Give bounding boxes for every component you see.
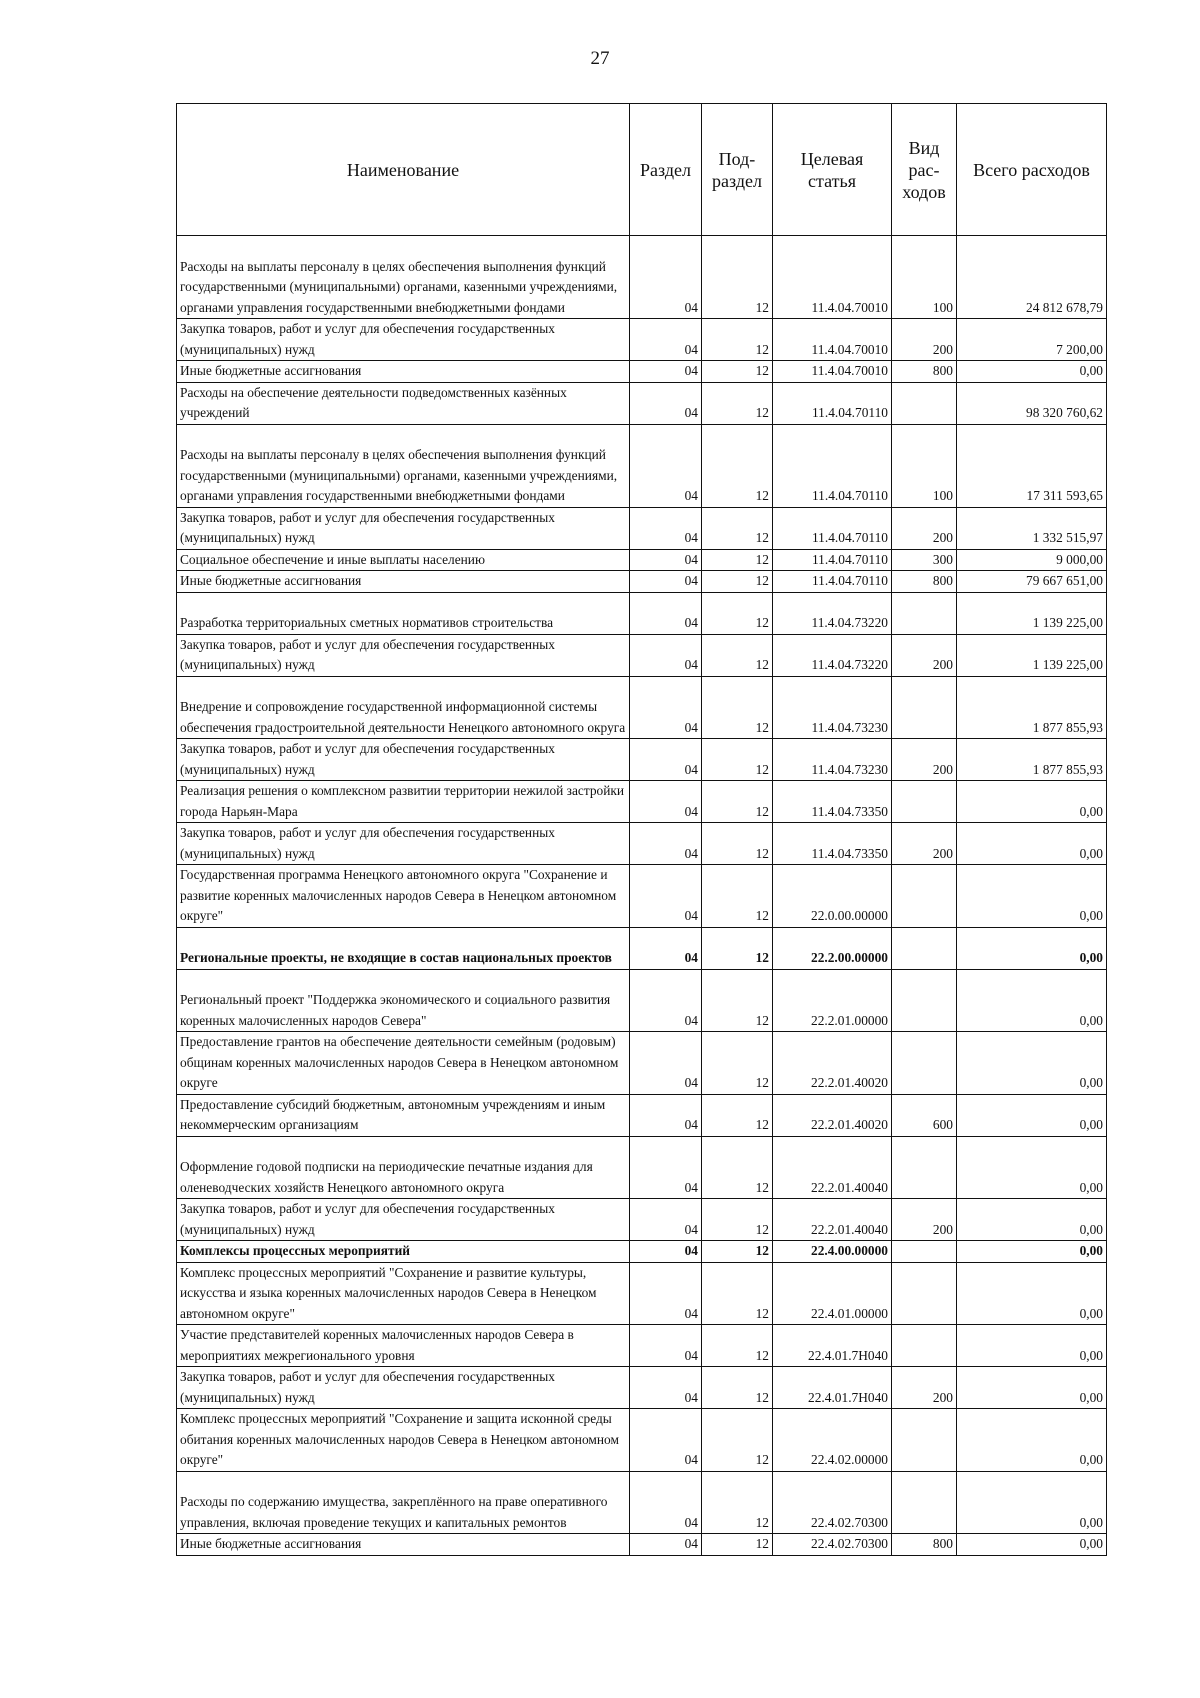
row-total: 0,00 — [957, 1094, 1107, 1136]
row-total: 1 877 855,93 — [957, 676, 1107, 739]
row-expense-type: 200 — [892, 507, 957, 549]
header-total: Всего расходов — [957, 104, 1107, 236]
row-expense-type: 200 — [892, 739, 957, 781]
row-section: 04 — [630, 1471, 702, 1534]
row-subsection: 12 — [702, 1032, 773, 1095]
row-subsection: 12 — [702, 236, 773, 319]
table-row — [177, 382, 1107, 424]
row-total: 0,00 — [957, 1136, 1107, 1199]
table-body — [177, 236, 1107, 1556]
table-row — [177, 927, 1107, 969]
row-subsection: 12 — [702, 927, 773, 969]
header-target-item: Целевая статья — [773, 104, 892, 236]
row-target-item: 22.2.00.00000 — [773, 927, 892, 969]
row-expense-type — [892, 1325, 957, 1367]
row-total: 98 320 760,62 — [957, 382, 1107, 424]
header-section: Раздел — [630, 104, 702, 236]
row-section: 04 — [630, 571, 702, 593]
row-name: Предоставление грантов на обеспечение деятельности семейным (родовым) общинам коренных малочисленных народов Севера в Ненецком автономном округе — [177, 1032, 630, 1095]
table-row — [177, 1367, 1107, 1409]
table-row — [177, 1136, 1107, 1199]
row-expense-type: 800 — [892, 361, 957, 383]
row-subsection: 12 — [702, 361, 773, 383]
row-expense-type: 200 — [892, 319, 957, 361]
row-subsection: 12 — [702, 1136, 773, 1199]
row-subsection: 12 — [702, 1262, 773, 1325]
row-target-item: 22.2.01.40020 — [773, 1094, 892, 1136]
row-target-item: 11.4.04.73230 — [773, 676, 892, 739]
row-subsection: 12 — [702, 1241, 773, 1263]
row-target-item: 11.4.04.73350 — [773, 781, 892, 823]
row-expense-type — [892, 969, 957, 1032]
row-name: Закупка товаров, работ и услуг для обеспечения государственных (муниципальных) нужд — [177, 319, 630, 361]
row-target-item: 22.2.01.40040 — [773, 1136, 892, 1199]
table-row — [177, 823, 1107, 865]
row-subsection: 12 — [702, 865, 773, 928]
row-expense-type — [892, 865, 957, 928]
row-subsection: 12 — [702, 592, 773, 634]
row-name: Закупка товаров, работ и услуг для обеспечения государственных (муниципальных) нужд — [177, 507, 630, 549]
row-expense-type — [892, 927, 957, 969]
row-section: 04 — [630, 382, 702, 424]
row-total: 0,00 — [957, 1032, 1107, 1095]
row-subsection: 12 — [702, 571, 773, 593]
row-target-item: 11.4.04.70010 — [773, 236, 892, 319]
row-section: 04 — [630, 1094, 702, 1136]
row-subsection: 12 — [702, 634, 773, 676]
row-total: 0,00 — [957, 1325, 1107, 1367]
table-header-row — [177, 104, 1107, 236]
row-expense-type — [892, 1136, 957, 1199]
row-total: 1 332 515,97 — [957, 507, 1107, 549]
row-target-item: 11.4.04.73220 — [773, 592, 892, 634]
row-expense-type — [892, 676, 957, 739]
row-target-item: 22.4.01.7Н040 — [773, 1367, 892, 1409]
row-target-item: 22.4.00.00000 — [773, 1241, 892, 1263]
row-target-item: 11.4.04.70110 — [773, 549, 892, 571]
row-expense-type — [892, 1471, 957, 1534]
row-subsection: 12 — [702, 1534, 773, 1556]
header-expense-type: Вид рас- ходов — [892, 104, 957, 236]
row-expense-type: 800 — [892, 1534, 957, 1556]
table-row — [177, 1199, 1107, 1241]
row-section: 04 — [630, 424, 702, 507]
row-subsection: 12 — [702, 1409, 773, 1472]
row-name: Закупка товаров, работ и услуг для обеспечения государственных (муниципальных) нужд — [177, 1199, 630, 1241]
row-section: 04 — [630, 969, 702, 1032]
row-target-item: 22.4.01.00000 — [773, 1262, 892, 1325]
row-target-item: 22.4.02.70300 — [773, 1471, 892, 1534]
row-expense-type — [892, 1241, 957, 1263]
table-row — [177, 424, 1107, 507]
row-section: 04 — [630, 319, 702, 361]
row-total: 0,00 — [957, 969, 1107, 1032]
row-expense-type — [892, 781, 957, 823]
row-total: 0,00 — [957, 1262, 1107, 1325]
row-name: Закупка товаров, работ и услуг для обеспечения государственных (муниципальных) нужд — [177, 823, 630, 865]
row-name: Комплекс процессных мероприятий "Сохранение и развитие культуры, искусства и языка коренных малочисленных народов Севера в Ненецком автономном округе" — [177, 1262, 630, 1325]
row-subsection: 12 — [702, 424, 773, 507]
row-section: 04 — [630, 1367, 702, 1409]
row-total: 0,00 — [957, 1534, 1107, 1556]
row-section: 04 — [630, 361, 702, 383]
row-total: 0,00 — [957, 823, 1107, 865]
row-target-item: 11.4.04.70010 — [773, 361, 892, 383]
row-section: 04 — [630, 549, 702, 571]
row-name: Участие представителей коренных малочисленных народов Севера в мероприятиях межрегионального уровня — [177, 1325, 630, 1367]
row-total: 0,00 — [957, 1199, 1107, 1241]
row-name: Оформление годовой подписки на периодические печатные издания для оленеводческих хозяйств Ненецкого автономного округа — [177, 1136, 630, 1199]
row-section: 04 — [630, 1199, 702, 1241]
row-section: 04 — [630, 1241, 702, 1263]
row-target-item: 11.4.04.73350 — [773, 823, 892, 865]
page-number: 27 — [590, 48, 610, 69]
row-target-item: 22.4.01.7Н040 — [773, 1325, 892, 1367]
row-expense-type — [892, 592, 957, 634]
row-total: 1 139 225,00 — [957, 634, 1107, 676]
row-subsection: 12 — [702, 507, 773, 549]
row-name: Предоставление субсидий бюджетным, автономным учреждениям и иным некоммерческим организациям — [177, 1094, 630, 1136]
row-name: Расходы на выплаты персоналу в целях обеспечения выполнения функций государственными (муниципальными) органами, казенными учреждениями, органами управления государственными внебюджетными фондами — [177, 424, 630, 507]
row-target-item: 22.0.00.00000 — [773, 865, 892, 928]
row-subsection: 12 — [702, 739, 773, 781]
row-name: Иные бюджетные ассигнования — [177, 361, 630, 383]
row-total: 24 812 678,79 — [957, 236, 1107, 319]
row-section: 04 — [630, 634, 702, 676]
row-section: 04 — [630, 927, 702, 969]
row-total: 1 139 225,00 — [957, 592, 1107, 634]
row-subsection: 12 — [702, 549, 773, 571]
row-name: Иные бюджетные ассигнования — [177, 571, 630, 593]
row-name: Комплекс процессных мероприятий "Сохранение и защита исконной среды обитания коренных малочисленных народов Севера в Ненецком автономном округе" — [177, 1409, 630, 1472]
row-total: 0,00 — [957, 1241, 1107, 1263]
table-row — [177, 571, 1107, 593]
row-name: Социальное обеспечение и иные выплаты населению — [177, 549, 630, 571]
table-row — [177, 507, 1107, 549]
header-subsection: Под- раздел — [702, 104, 773, 236]
row-subsection: 12 — [702, 382, 773, 424]
row-target-item: 11.4.04.70110 — [773, 507, 892, 549]
row-section: 04 — [630, 236, 702, 319]
row-name: Расходы на выплаты персоналу в целях обеспечения выполнения функций государственными (муниципальными) органами, казенными учреждениями, органами управления государственными внебюджетными фондами — [177, 236, 630, 319]
row-target-item: 11.4.04.70110 — [773, 382, 892, 424]
row-expense-type — [892, 1409, 957, 1472]
row-target-item: 11.4.04.73230 — [773, 739, 892, 781]
row-expense-type — [892, 382, 957, 424]
row-name: Закупка товаров, работ и услуг для обеспечения государственных (муниципальных) нужд — [177, 1367, 630, 1409]
row-expense-type — [892, 1262, 957, 1325]
table-row — [177, 549, 1107, 571]
row-target-item: 22.2.01.40040 — [773, 1199, 892, 1241]
table-row — [177, 1094, 1107, 1136]
row-expense-type: 600 — [892, 1094, 957, 1136]
row-total: 1 877 855,93 — [957, 739, 1107, 781]
row-name: Иные бюджетные ассигнования — [177, 1534, 630, 1556]
row-section: 04 — [630, 865, 702, 928]
row-subsection: 12 — [702, 969, 773, 1032]
table-row — [177, 865, 1107, 928]
row-total: 17 311 593,65 — [957, 424, 1107, 507]
row-expense-type: 200 — [892, 634, 957, 676]
row-total: 0,00 — [957, 927, 1107, 969]
row-section: 04 — [630, 1262, 702, 1325]
table-row — [177, 1032, 1107, 1095]
row-name: Комплексы процессных мероприятий — [177, 1241, 630, 1263]
row-name: Региональный проект "Поддержка экономического и социального развития коренных малочисленных народов Севера" — [177, 969, 630, 1032]
table-row — [177, 634, 1107, 676]
table-row — [177, 676, 1107, 739]
row-target-item: 11.4.04.70010 — [773, 319, 892, 361]
row-name: Закупка товаров, работ и услуг для обеспечения государственных (муниципальных) нужд — [177, 739, 630, 781]
row-expense-type: 100 — [892, 236, 957, 319]
row-name: Расходы на обеспечение деятельности подведомственных казённых учреждений — [177, 382, 630, 424]
row-subsection: 12 — [702, 1471, 773, 1534]
row-target-item: 22.4.02.70300 — [773, 1534, 892, 1556]
row-total: 0,00 — [957, 1409, 1107, 1472]
row-expense-type — [892, 1032, 957, 1095]
table-row — [177, 1409, 1107, 1472]
table-row — [177, 592, 1107, 634]
row-subsection: 12 — [702, 1199, 773, 1241]
row-section: 04 — [630, 507, 702, 549]
row-expense-type: 200 — [892, 1367, 957, 1409]
row-expense-type: 200 — [892, 1199, 957, 1241]
row-target-item: 11.4.04.70110 — [773, 424, 892, 507]
row-subsection: 12 — [702, 1325, 773, 1367]
table-row — [177, 1262, 1107, 1325]
row-total: 9 000,00 — [957, 549, 1107, 571]
row-total: 79 667 651,00 — [957, 571, 1107, 593]
table-row — [177, 1241, 1107, 1263]
table-row — [177, 1471, 1107, 1534]
row-name: Внедрение и сопровождение государственной информационной системы обеспечения градостроительной деятельности Ненецкого автономного округа — [177, 676, 630, 739]
header-name: Наименование — [177, 104, 630, 236]
table-row — [177, 781, 1107, 823]
row-name: Реализация решения о комплексном развитии территории нежилой застройки города Нарьян-Мара — [177, 781, 630, 823]
row-expense-type: 800 — [892, 571, 957, 593]
row-subsection: 12 — [702, 823, 773, 865]
row-section: 04 — [630, 1136, 702, 1199]
row-section: 04 — [630, 1409, 702, 1472]
row-target-item: 22.4.02.00000 — [773, 1409, 892, 1472]
row-section: 04 — [630, 1534, 702, 1556]
row-section: 04 — [630, 739, 702, 781]
row-total: 0,00 — [957, 1367, 1107, 1409]
table-row — [177, 361, 1107, 383]
row-name: Расходы по содержанию имущества, закреплённого на праве оперативного управления, включая проведение текущих и капитальных ремонтов — [177, 1471, 630, 1534]
table-row — [177, 739, 1107, 781]
budget-table — [176, 103, 1107, 1556]
row-target-item: 22.2.01.40020 — [773, 1032, 892, 1095]
row-target-item: 22.2.01.00000 — [773, 969, 892, 1032]
row-total: 7 200,00 — [957, 319, 1107, 361]
row-subsection: 12 — [702, 319, 773, 361]
row-total: 0,00 — [957, 781, 1107, 823]
row-total: 0,00 — [957, 1471, 1107, 1534]
row-name: Государственная программа Ненецкого автономного округа "Сохранение и развитие коренных малочисленных народов Севера в Ненецком автономном округе" — [177, 865, 630, 928]
row-subsection: 12 — [702, 781, 773, 823]
row-name: Разработка территориальных сметных нормативов строительства — [177, 592, 630, 634]
row-section: 04 — [630, 1325, 702, 1367]
row-expense-type: 200 — [892, 823, 957, 865]
row-expense-type: 300 — [892, 549, 957, 571]
row-subsection: 12 — [702, 1367, 773, 1409]
row-target-item: 11.4.04.73220 — [773, 634, 892, 676]
row-section: 04 — [630, 1032, 702, 1095]
table-row — [177, 236, 1107, 319]
row-section: 04 — [630, 676, 702, 739]
table-row — [177, 969, 1107, 1032]
row-subsection: 12 — [702, 1094, 773, 1136]
table-row — [177, 1534, 1107, 1556]
row-expense-type: 100 — [892, 424, 957, 507]
row-total: 0,00 — [957, 361, 1107, 383]
row-target-item: 11.4.04.70110 — [773, 571, 892, 593]
row-name: Закупка товаров, работ и услуг для обеспечения государственных (муниципальных) нужд — [177, 634, 630, 676]
row-section: 04 — [630, 592, 702, 634]
row-section: 04 — [630, 781, 702, 823]
row-total: 0,00 — [957, 865, 1107, 928]
table-row — [177, 1325, 1107, 1367]
row-section: 04 — [630, 823, 702, 865]
row-subsection: 12 — [702, 676, 773, 739]
row-name: Региональные проекты, не входящие в состав национальных проектов — [177, 927, 630, 969]
table-row — [177, 319, 1107, 361]
